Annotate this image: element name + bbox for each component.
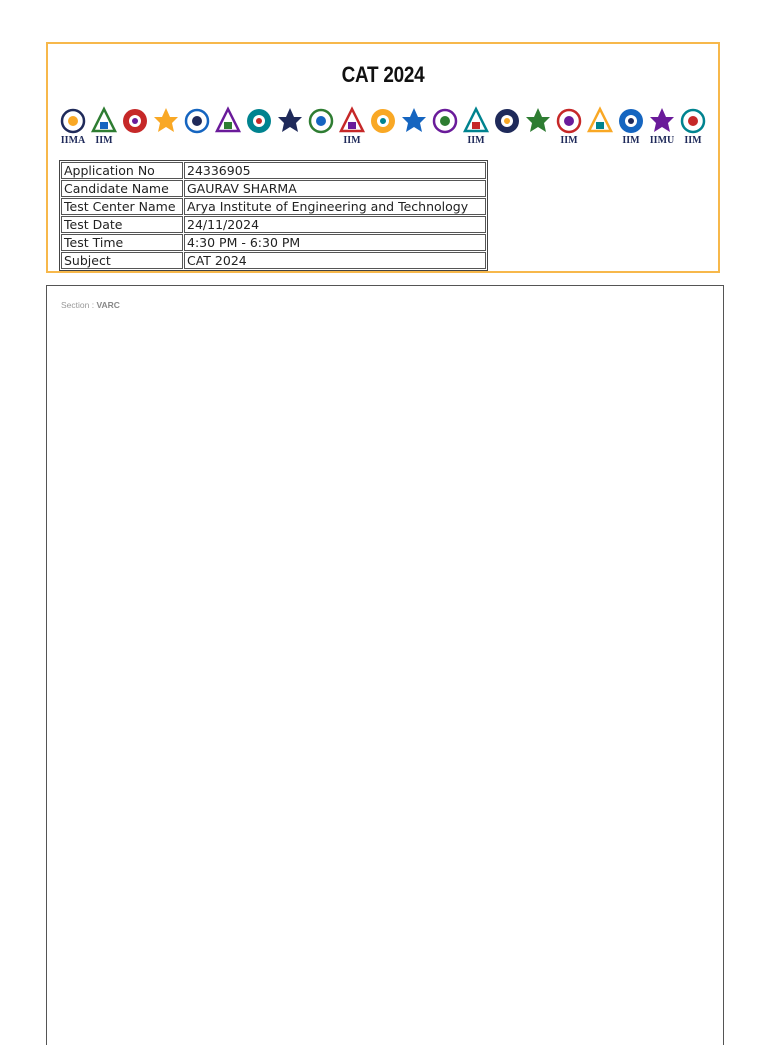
iim-mumbai-logo-icon xyxy=(372,105,394,149)
page-title: CAT 2024 xyxy=(341,62,425,87)
iima-logo-icon xyxy=(62,105,84,149)
iim-visakhapatnam-logo-icon xyxy=(682,105,704,149)
iim-kashipur-logo-icon xyxy=(279,105,301,149)
info-row xyxy=(61,252,486,269)
candidate-info-table xyxy=(59,160,488,271)
info-row xyxy=(61,234,486,251)
info-row xyxy=(61,216,486,233)
section-label xyxy=(61,300,120,310)
iim-nagpur-logo-icon xyxy=(403,105,425,149)
iim-indore-logo-icon-mark xyxy=(215,105,241,149)
iim-bodh-gaya-logo-icon xyxy=(155,105,177,149)
info-value: 4:30 PM - 6:30 PM xyxy=(184,234,486,251)
iim-nagpur-logo-icon-mark xyxy=(401,105,427,149)
info-row xyxy=(61,180,486,197)
iim-amritsar-logo-icon xyxy=(93,105,115,149)
logo-text: IIM xyxy=(467,135,485,146)
info-label: Test Center Name xyxy=(61,198,183,215)
iim-bodh-gaya-logo-icon-mark xyxy=(153,105,179,149)
iim-sirmaur-logo-icon-mark xyxy=(587,105,613,149)
info-row xyxy=(61,162,486,179)
logo-text: IIM xyxy=(622,135,640,146)
info-label: Test Time xyxy=(61,234,183,251)
iim-rohtak-logo-icon xyxy=(496,105,518,149)
section-prefix: Section : xyxy=(61,300,95,310)
iim-sambalpur-logo-icon xyxy=(527,105,549,149)
logo-text: IIMA xyxy=(60,135,86,146)
info-label: Test Date xyxy=(61,216,183,233)
iim-raipur-logo-icon xyxy=(434,105,456,149)
iim-udaipur-logo-icon xyxy=(651,105,673,149)
scorecard-header xyxy=(46,42,720,273)
info-label: Subject xyxy=(61,252,183,269)
iim-calcutta-logo-icon-mark xyxy=(184,105,210,149)
iim-sambalpur-logo-icon-mark xyxy=(525,105,551,149)
info-value: CAT 2024 xyxy=(184,252,486,269)
logo-text: IIM xyxy=(684,135,702,146)
section-panel xyxy=(46,285,724,1045)
info-value: GAURAV SHARMA xyxy=(184,180,486,197)
iim-jammu-logo-icon-mark xyxy=(246,105,272,149)
iim-sirmaur-logo-icon xyxy=(589,105,611,149)
iim-lucknow-logo-icon xyxy=(341,105,363,149)
logo-text: IIMU xyxy=(649,135,675,146)
iim-indore-logo-icon xyxy=(217,105,239,149)
info-value: Arya Institute of Engineering and Technology xyxy=(184,198,486,215)
iim-ranchi-logo-icon xyxy=(465,105,487,149)
logo-text: IIM xyxy=(343,135,361,146)
info-row xyxy=(61,198,486,215)
iim-calcutta-logo-icon xyxy=(186,105,208,149)
iim-bangalore-logo-icon-mark xyxy=(122,105,148,149)
iim-logo-strip xyxy=(62,102,704,152)
info-value: 24/11/2024 xyxy=(184,216,486,233)
iim-kozhikode-logo-icon-mark xyxy=(308,105,334,149)
info-value: 24336905 xyxy=(184,162,486,179)
iim-shillong-logo-icon xyxy=(558,105,580,149)
info-label: Application No xyxy=(61,162,183,179)
iim-trichy-logo-icon xyxy=(620,105,642,149)
iim-kashipur-logo-icon-mark xyxy=(277,105,303,149)
iim-jammu-logo-icon xyxy=(248,105,270,149)
iim-raipur-logo-icon-mark xyxy=(432,105,458,149)
iim-kozhikode-logo-icon xyxy=(310,105,332,149)
iim-rohtak-logo-icon-mark xyxy=(494,105,520,149)
section-name: VARC xyxy=(96,300,120,310)
iim-bangalore-logo-icon xyxy=(124,105,146,149)
info-label: Candidate Name xyxy=(61,180,183,197)
iim-mumbai-logo-icon-mark xyxy=(370,105,396,149)
logo-text: IIM xyxy=(560,135,578,146)
logo-text: IIM xyxy=(95,135,113,146)
